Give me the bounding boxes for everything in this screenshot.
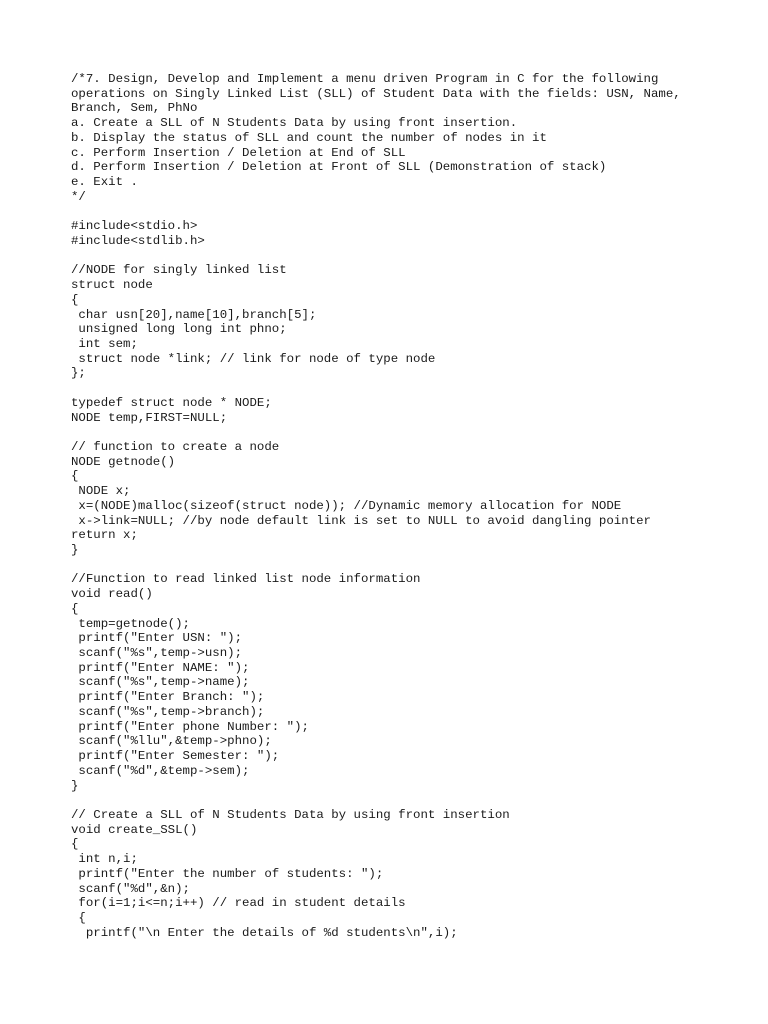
code-line: char usn[20],name[10],branch[5]; bbox=[71, 307, 317, 322]
code-line: }; bbox=[71, 366, 86, 381]
code-line: struct node *link; // link for node of type node bbox=[71, 351, 436, 366]
code-line: return x; bbox=[71, 528, 138, 543]
code-line: scanf("%s",temp->usn); bbox=[71, 646, 243, 661]
code-line: unsigned long long int phno; bbox=[71, 322, 287, 337]
code-line: //Function to read linked list node information bbox=[71, 572, 421, 587]
code-line: void create_SSL() bbox=[71, 822, 198, 837]
code-line: temp=getnode(); bbox=[71, 616, 190, 631]
code-line: scanf("%d",&temp->sem); bbox=[71, 763, 250, 778]
code-line bbox=[71, 381, 751, 396]
code-line: printf("\n Enter the details of %d students\n",i); bbox=[71, 925, 458, 940]
code-line: /*7. Design, Develop and Implement a menu driven Program in C for the following bbox=[71, 72, 659, 86]
code-line bbox=[71, 558, 751, 573]
code-line: //NODE for singly linked list bbox=[71, 263, 287, 278]
code-line: int sem; bbox=[71, 336, 138, 351]
code-line: scanf("%llu",&temp->phno); bbox=[71, 734, 272, 749]
code-line bbox=[71, 249, 751, 264]
code-line: e. Exit . bbox=[71, 175, 138, 190]
code-line: #include<stdlib.h> bbox=[71, 233, 205, 248]
code-line bbox=[71, 425, 751, 440]
code-line: scanf("%s",temp->name); bbox=[71, 675, 250, 690]
code-line: struct node bbox=[71, 278, 153, 293]
code-line: c. Perform Insertion / Deletion at End of SLL bbox=[71, 145, 406, 160]
code-line: d. Perform Insertion / Deletion at Front of SLL (Demonstration of stack) bbox=[71, 160, 607, 175]
code-line: scanf("%d",&n); bbox=[71, 881, 190, 896]
code-line: printf("Enter Semester: "); bbox=[71, 749, 280, 764]
code-line: { bbox=[71, 601, 79, 616]
code-line: printf("Enter the number of students: "); bbox=[71, 866, 384, 881]
code-line: #include<stdio.h> bbox=[71, 219, 198, 234]
code-line: NODE getnode() bbox=[71, 454, 176, 469]
code-line: int n,i; bbox=[71, 852, 138, 867]
code-line: { bbox=[71, 837, 79, 852]
code-line: } bbox=[71, 778, 79, 793]
code-line: void read() bbox=[71, 587, 153, 602]
code-line: a. Create a SLL of N Students Data by using front insertion. bbox=[71, 116, 518, 131]
code-line: } bbox=[71, 543, 79, 557]
code-line: { bbox=[71, 469, 79, 484]
code-line: printf("Enter NAME: "); bbox=[71, 660, 250, 675]
code-line: NODE x; bbox=[71, 484, 131, 499]
code-line: Branch, Sem, PhNo bbox=[71, 101, 198, 116]
code-line: x->link=NULL; //by node default link is set to NULL to avoid dangling pointer bbox=[71, 513, 651, 528]
code-line: { bbox=[71, 292, 79, 307]
code-line: NODE temp,FIRST=NULL; bbox=[71, 410, 228, 425]
code-line: // function to create a node bbox=[71, 439, 280, 454]
code-line: printf("Enter phone Number: "); bbox=[71, 719, 309, 734]
source-code-block bbox=[71, 72, 751, 940]
code-line: for(i=1;i<=n;i++) // read in student details bbox=[71, 896, 406, 911]
code-line: // Create a SLL of N Students Data by using front insertion bbox=[71, 807, 510, 822]
code-line: x=(NODE)malloc(sizeof(struct node)); //Dynamic memory allocation for NODE bbox=[71, 498, 622, 513]
code-line: typedef struct node * NODE; bbox=[71, 395, 272, 410]
code-line: printf("Enter USN: "); bbox=[71, 631, 243, 646]
code-line: { bbox=[71, 910, 86, 925]
code-line: scanf("%s",temp->branch); bbox=[71, 704, 265, 719]
code-line bbox=[71, 793, 751, 808]
code-line bbox=[71, 204, 751, 219]
code-line: operations on Singly Linked List (SLL) of Student Data with the fields: USN, Name, bbox=[71, 86, 681, 101]
code-line: b. Display the status of SLL and count the number of nodes in it bbox=[71, 130, 547, 145]
code-line: printf("Enter Branch: "); bbox=[71, 690, 265, 705]
code-line: */ bbox=[71, 189, 86, 204]
